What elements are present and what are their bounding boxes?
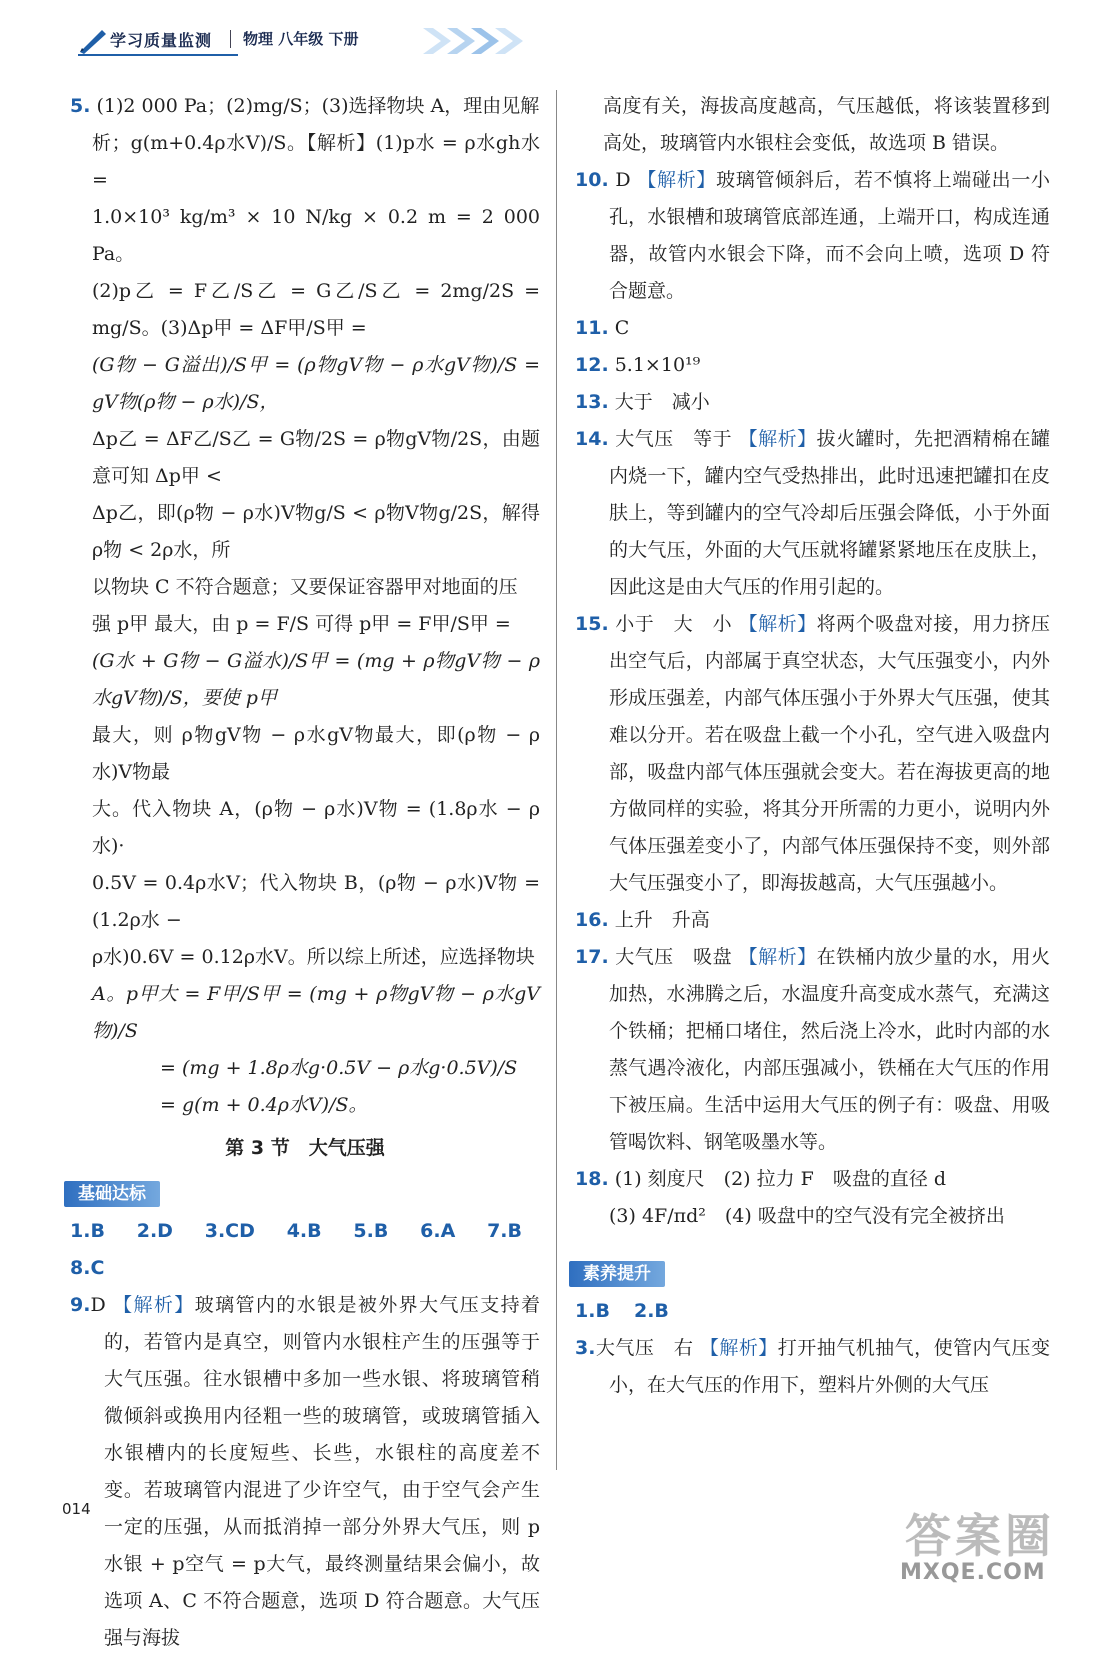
question-9 bbox=[70, 1287, 540, 1657]
watermark-logo: 答案圈 bbox=[905, 1509, 1055, 1563]
q9-number: 9. bbox=[70, 1294, 91, 1316]
q5-line-5: (G物 − G溢出)/S甲 = (ρ物gV物 − ρ水gV物)/S = gV物(ρ物 − ρ水)/S， bbox=[92, 354, 540, 413]
question-5 bbox=[70, 88, 540, 1124]
question-16: 16. 上升 升高 bbox=[575, 909, 710, 931]
mc-answer: 7.B bbox=[487, 1220, 522, 1242]
mc-answer: 3.CD bbox=[204, 1220, 255, 1242]
header-underline bbox=[78, 54, 238, 56]
adv-answers-row bbox=[575, 1293, 1050, 1330]
q5-line-8: 以物块 C 不符合题意；又要保证容器甲对地面的压 bbox=[92, 576, 518, 598]
column-divider bbox=[556, 90, 557, 1470]
analysis-tag: 【解析】 bbox=[738, 946, 817, 968]
question-15: 15. 小于 大 小 【解析】将两个吸盘对接，用力挤压出空气后，内部属于真空状态，大气压强变小，内外形成压强差，内部气体压强小于外界大气压强，使其难以分开。若在吸盘上截一个小孔，空气进入吸盘内部，吸盘内部气体压强就会变大。若在海拔更高的地方做同样的实验，将其分开所需的力更小，说明内外气体压强差变小了，内部气体压强保持不变，则外部大气压强变小了，即海拔越高，大气压强越小。 bbox=[575, 613, 1050, 894]
page-header bbox=[78, 24, 508, 54]
mc-answer: 2.D bbox=[136, 1220, 173, 1242]
q5-line-1: 5. (1)2 000 Pa；(2)mg/S；(3)选择物块 A，理由见解 bbox=[70, 95, 540, 117]
q5-line-10: (G水 + G物 − G溢水)/S甲 = (mg + ρ物gV物 − ρ水gV物)/S，要使 p甲 bbox=[92, 650, 540, 709]
page-number: 014 bbox=[62, 1500, 91, 1518]
header-separator bbox=[230, 30, 231, 48]
question-18: 18. (1) 刻度尺 (2) 拉力 F 吸盘的直径 d bbox=[575, 1168, 947, 1190]
badge-basic: 基础达标 bbox=[64, 1181, 160, 1207]
q5-number: 5. bbox=[70, 95, 91, 117]
question-3-advance: 3.大气压 右 【解析】打开抽气机抽气，使管内气压变小，在大气压的作用下，塑料片外侧的大气压 bbox=[575, 1337, 1050, 1396]
question-17: 17. 大气压 吸盘 【解析】在铁桶内放少量的水，用火加热，水沸腾之后，水温度升高变成水蒸气，充满这个铁桶；把桶口堵住，然后浇上冷水，此时内部的水蒸气遇冷液化，内部压强减小，铁桶在大气压的作用下被压扁。生活中运用大气压的例子有：吸盘、用吸管喝饮料、钢笔吸墨水等。 bbox=[575, 946, 1050, 1153]
adv-answer: 1.B bbox=[575, 1300, 610, 1322]
chevron-decoration-icon bbox=[423, 24, 573, 58]
left-column bbox=[70, 88, 540, 1657]
question-11: 11. C bbox=[575, 317, 630, 339]
q5-line-3: 1.0×10³ kg/m³ × 10 N/kg × 0.2 m = 2 000 Pa。 bbox=[92, 206, 540, 265]
brand-title: 学习质量监测 bbox=[110, 31, 213, 50]
q9-continuation: 高度有关，海拔高度越高，气压越低，将该装置移到高处，玻璃管内水银柱会变低，故选项 B 错误。 bbox=[603, 95, 1050, 154]
q9-text: 玻璃管内的水银是被外界大气压支持着的，若管内是真空，则管内水银柱产生的压强等于大气压强。往水银槽中多加一些水银、将玻璃管稍微倾斜或换用内径粗一些的玻璃管，或玻璃管插入水银槽内的长度短些、长些，水银柱的高度差不变。若玻璃管内混进了少许空气，由于空气会产生一定的压强，从而抵消掉一部分外界大气压，则 p水银 + p空气 = p大气，最终测量结果会偏小，故选项 A、C 不符合题意，选项 D 符合题意。大气压强与海拔 bbox=[104, 1294, 540, 1649]
mc-answer: 8.C bbox=[70, 1257, 105, 1279]
q5-line-6: Δp乙 = ΔF乙/S乙 = G物/2S = ρ物gV物/2S，由题意可知 Δp甲 < bbox=[92, 428, 540, 487]
analysis-tag: 【解析】 bbox=[113, 1294, 195, 1316]
q5-line-4: (2)p乙 = F乙/S乙 = G乙/S乙 = 2mg/2S = mg/S。(3)Δp甲 = ΔF甲/S甲 = bbox=[92, 280, 540, 339]
q5-line-16: = (mg + 1.8ρ水g·0.5V − ρ水g·0.5V)/S bbox=[160, 1057, 518, 1079]
analysis-tag: 【解析】 bbox=[699, 1337, 778, 1359]
watermark-site: MXQE.COM bbox=[900, 1560, 1046, 1585]
mc-answer: 6.A bbox=[420, 1220, 456, 1242]
q5-line-15: A。p甲大 = F甲/S甲 = (mg + ρ物gV物 − ρ水gV物)/S bbox=[92, 983, 540, 1042]
question-18-line-2: (3) 4F/πd² (4) 吸盘中的空气没有完全被挤出 bbox=[609, 1205, 1005, 1227]
mc-answer: 4.B bbox=[286, 1220, 322, 1242]
badge-advance: 素养提升 bbox=[569, 1261, 665, 1287]
mc-answers-row bbox=[70, 1213, 540, 1287]
q5-line-13: 0.5V = 0.4ρ水V；代入物块 B，(ρ物 − ρ水)V物 = (1.2ρ水 − bbox=[92, 872, 540, 931]
q9-answer: D bbox=[90, 1294, 106, 1316]
q5-line-7: Δp乙，即(ρ物 − ρ水)V物g/S < ρ物V物g/2S，解得 ρ物 < 2ρ水，所 bbox=[92, 502, 540, 561]
analysis-tag: 【解析】 bbox=[738, 428, 817, 450]
section-title: 第 3 节 大气压强 bbox=[225, 1137, 385, 1159]
q5-line-14: ρ水)0.6V = 0.12ρ水V。所以综上所述，应选择物块 bbox=[92, 946, 535, 968]
q5-line-2: 析；g(m+0.4ρ水V)/S。【解析】(1)p水 = ρ水gh水 = bbox=[92, 132, 540, 191]
question-13: 13. 大于 减小 bbox=[575, 391, 710, 413]
q5-line-12: 大。代入物块 A，(ρ物 − ρ水)V物 = (1.8ρ水 − ρ水)· bbox=[92, 798, 540, 857]
question-10: 10. D 【解析】玻璃管倾斜后，若不慎将上端碰出一小孔，水银槽和玻璃管底部连通，上端开口，构成连通器，故管内水银会下降，而不会向上喷，选项 D 符合题意。 bbox=[575, 169, 1050, 302]
q5-line-11: 最大，则 ρ物gV物 − ρ水gV物最大，即(ρ物 − ρ水)V物最 bbox=[92, 724, 540, 783]
subject-label: 物理 八年级 下册 bbox=[243, 30, 359, 48]
analysis-tag: 【解析】 bbox=[637, 169, 717, 191]
right-column bbox=[575, 88, 1050, 1404]
question-14: 14. 大气压 等于 【解析】拔火罐时，先把酒精棉在罐内烧一下，罐内空气受热排出，此时迅速把罐扣在皮肤上，等到罐内的空气冷却后压强会降低，小于外面的大气压，外面的大气压就将罐紧紧地压在皮肤上，因此这是由大气压的作用引起的。 bbox=[575, 428, 1050, 598]
q5-line-9: 强 p甲 最大，由 p = F/S 可得 p甲 = F甲/S甲 = bbox=[92, 613, 511, 635]
analysis-tag: 【解析】 bbox=[738, 613, 817, 635]
question-12: 12. 5.1×10¹⁹ bbox=[575, 354, 701, 376]
q5-line-17: = g(m + 0.4ρ水V)/S。 bbox=[160, 1094, 368, 1116]
pen-icon bbox=[78, 26, 108, 54]
adv-answer: 2.B bbox=[633, 1300, 669, 1322]
mc-answer: 5.B bbox=[353, 1220, 389, 1242]
mc-answer: 1.B bbox=[70, 1220, 105, 1242]
